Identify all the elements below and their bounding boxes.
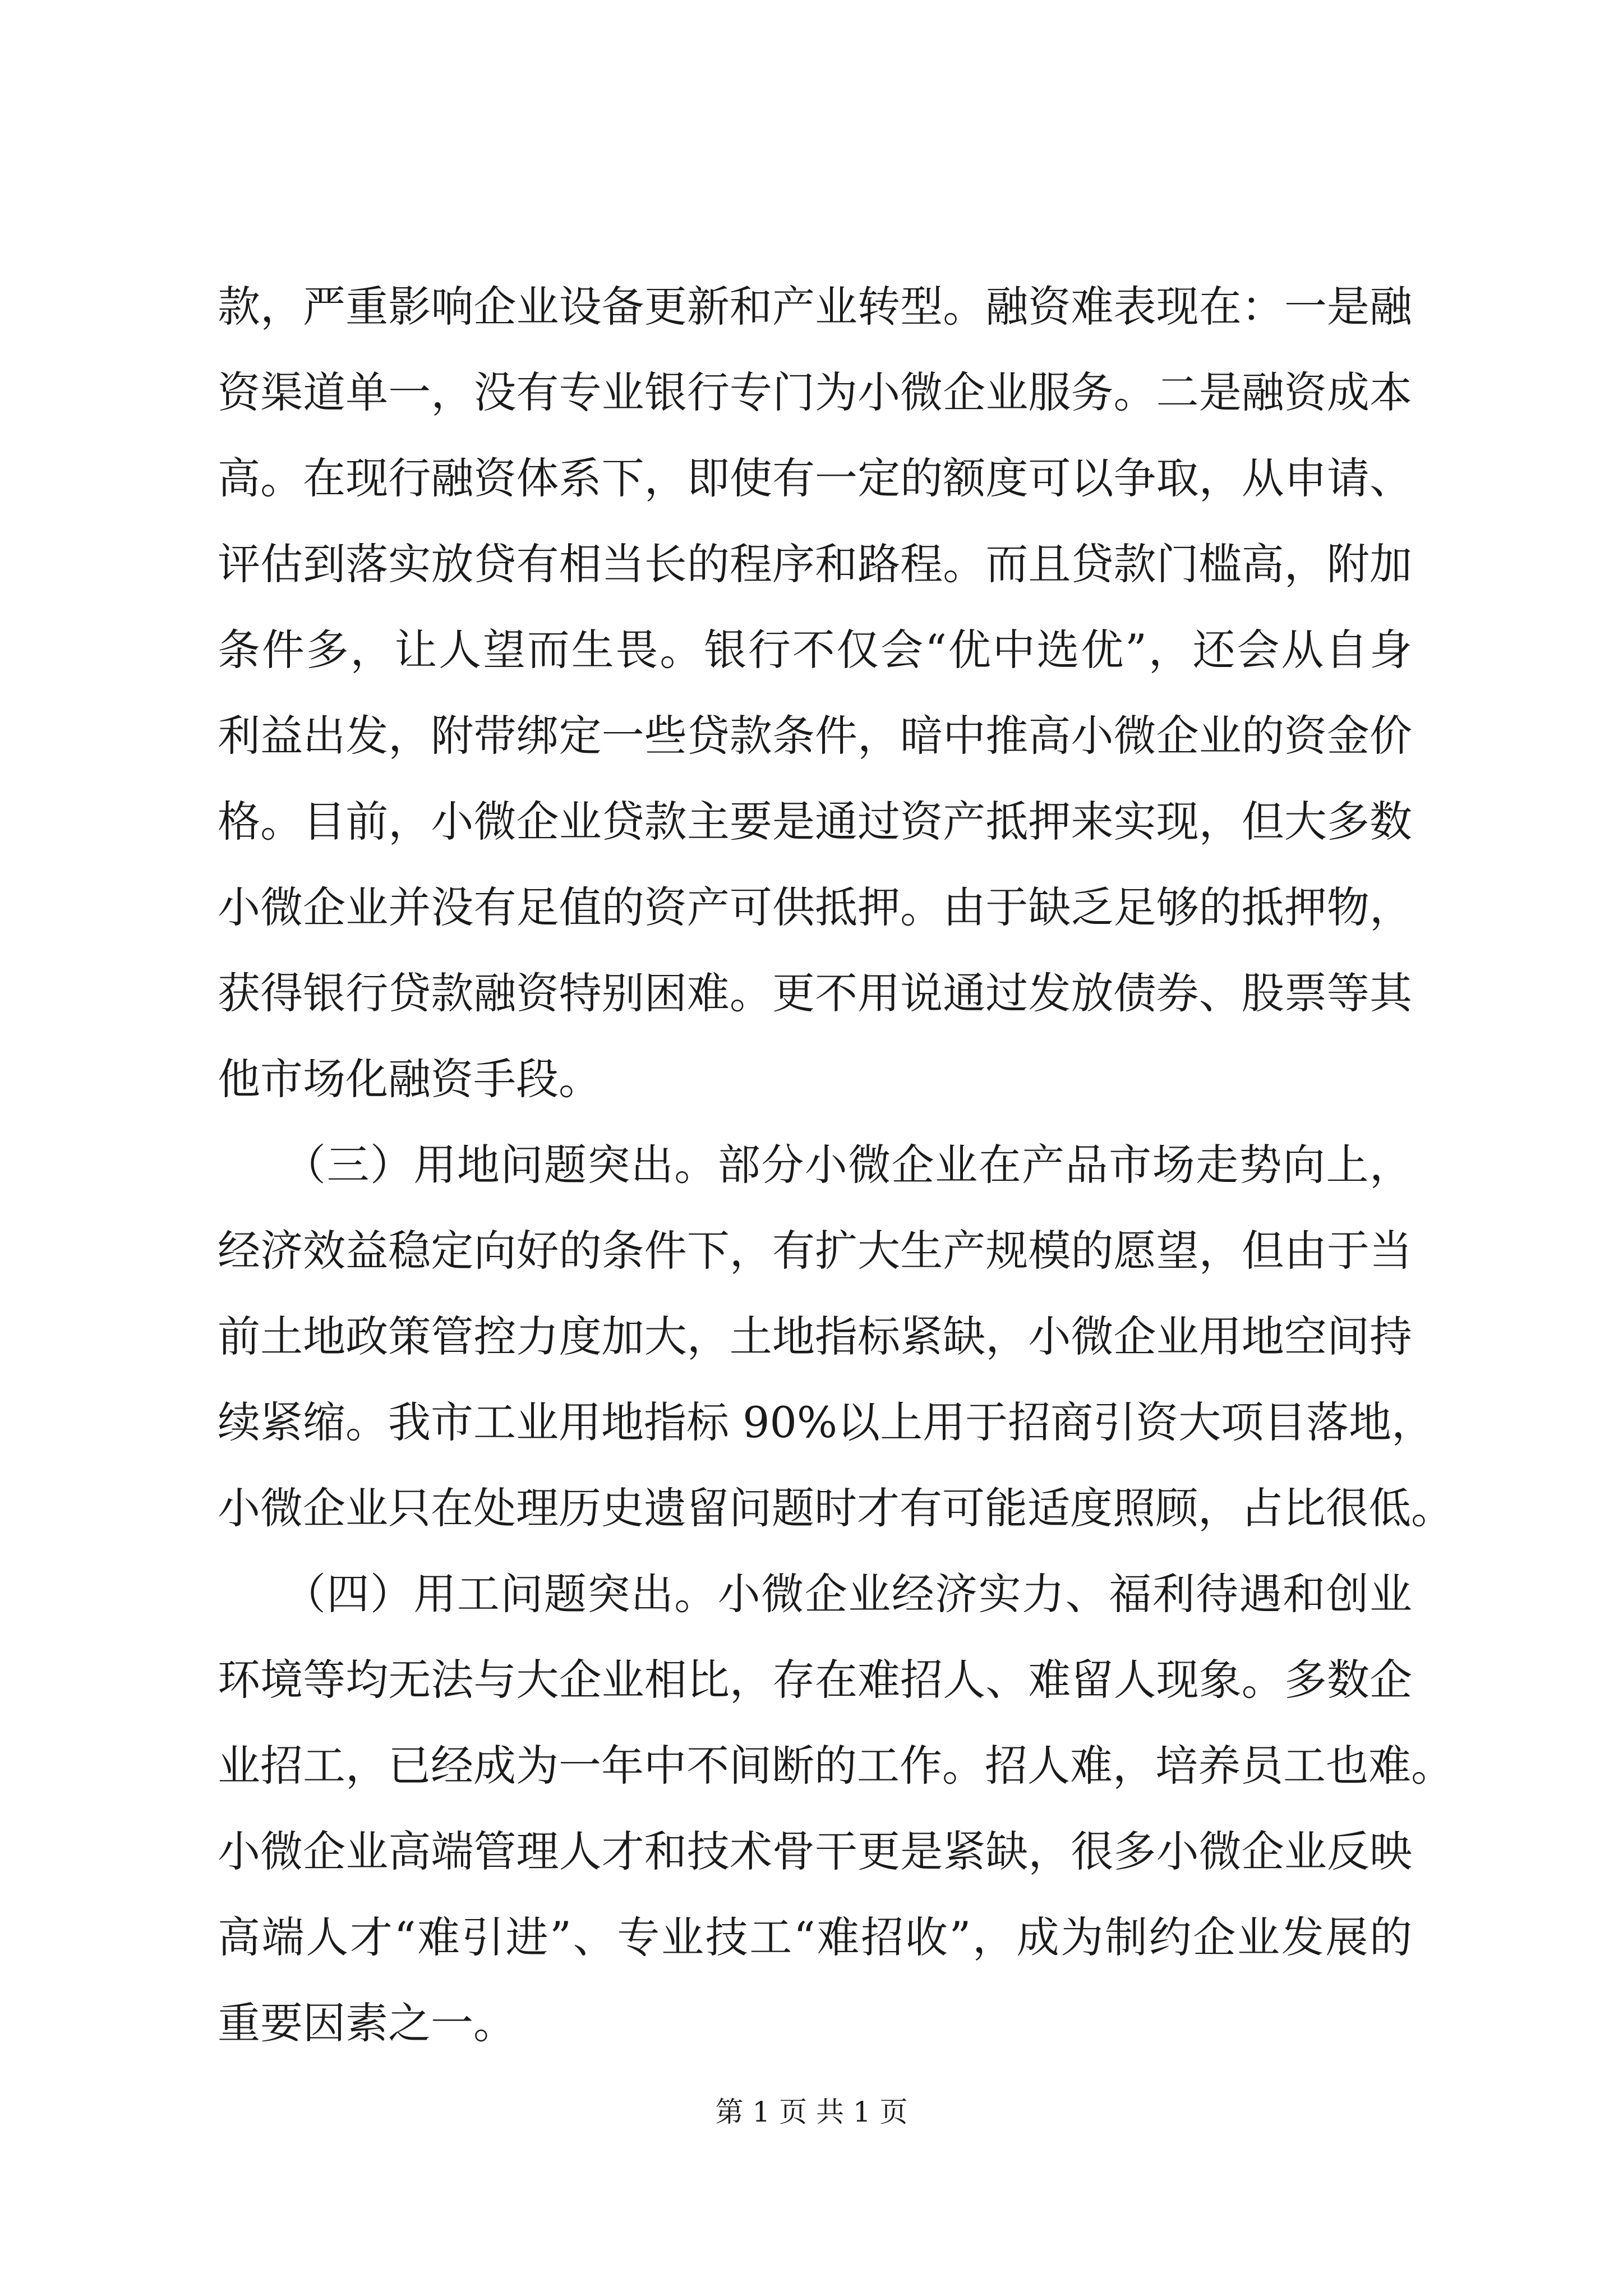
text-line: 小微企业只在处理历史遗留问题时才有可能适度照顾，占比很低。 <box>218 1483 1454 1533</box>
text-line: 经济效益稳定向好的条件下，有扩大生产规模的愿望，但由于当 <box>218 1226 1412 1276</box>
page-number-footer: 第 1 页 共 1 页 <box>715 2096 908 2128</box>
text-line: 资渠道单一，没有专业银行专门为小微企业服务。二是融资成本 <box>218 367 1412 417</box>
text-line: （四）用工问题突出。小微企业经济实力、福利待遇和创业 <box>218 1569 1412 1619</box>
text-line: 业招工，已经成为一年中不间断的工作。招人难，培养员工也难。 <box>218 1741 1454 1791</box>
text-line: 小微企业高端管理人才和技术骨干更是紧缺，很多小微企业反映 <box>218 1826 1412 1876</box>
text-line: 评估到落实放贷有相当长的程序和路程。而且贷款门槛高，附加 <box>218 539 1412 589</box>
text-line: 格。目前，小微企业贷款主要是通过资产抵押来实现，但大多数 <box>218 797 1412 846</box>
text-line: 前土地政策管控力度加大，土地指标紧缺，小微企业用地空间持 <box>218 1312 1412 1361</box>
text-line: 获得银行贷款融资特别困难。更不用说通过发放债券、股票等其 <box>218 968 1412 1018</box>
text-line: 条件多，让人望而生畏。银行不仅会“优中选优”，还会从自身 <box>218 625 1412 675</box>
text-line: （三）用地问题突出。部分小微企业在产品市场走势向上， <box>218 1140 1412 1190</box>
text-line: 利益出发，附带绑定一些贷款条件，暗中推高小微企业的资金价 <box>218 711 1412 761</box>
text-line: 小微企业并没有足值的资产可供抵押。由于缺乏足够的抵押物， <box>218 882 1412 932</box>
text-line: 重要因素之一。 <box>218 1998 516 2048</box>
text-line: 款，严重影响企业设备更新和产业转型。融资难表现在：一是融 <box>218 282 1412 332</box>
text-line: 高端人才“难引进”、专业技工“难招收”，成为制约企业发展的 <box>218 1912 1412 1962</box>
text-line: 续紧缩。我市工业用地指标 90%以上用于招商引资大项目落地， <box>218 1397 1435 1447</box>
text-line: 环境等均无法与大企业相比，存在难招人、难留人现象。多数企 <box>218 1655 1412 1705</box>
document-body <box>218 264 1454 2066</box>
text-line: 高。在现行融资体系下，即使有一定的额度可以争取，从申请、 <box>218 453 1412 503</box>
text-line: 他市场化融资手段。 <box>218 1054 601 1104</box>
